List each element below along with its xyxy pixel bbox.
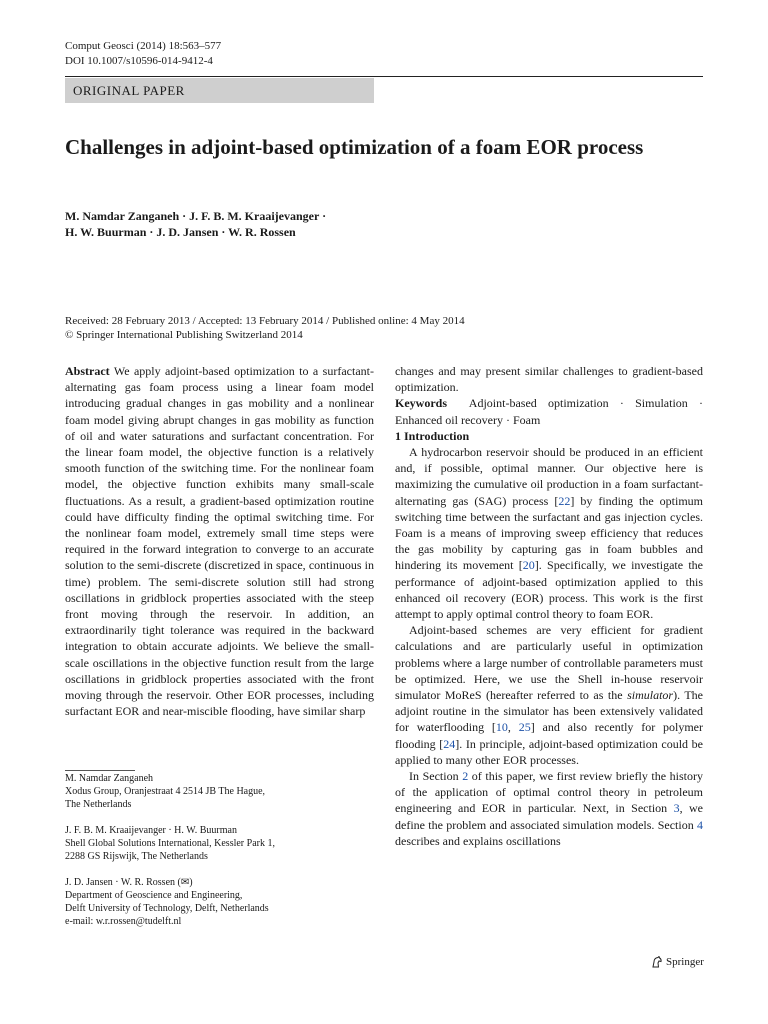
history-dates: Received: 28 February 2013 / Accepted: 13 February 2014 / Published online: 4 May 2014 (65, 315, 465, 327)
citation-link[interactable]: 24 (443, 736, 456, 751)
publisher-logo (651, 956, 704, 968)
journal-header (65, 39, 221, 69)
intro-paragraph-2: Adjoint-based schemes are very efficient for gradient calculations and are particularly useful in optimization problems where a large number of controllable parameters must be optimized. Here, we use the Shell in-house reservoir simulator MoReS (hereafter referred to as the simulator). The adjoint routine in the simulator has been extensively validated for waterflooding [10, 25] and also recently for polymer flooding [24]. In principle, adjoint-based optimization could be applied to many other EOR processes. (395, 623, 704, 767)
citation-link[interactable]: 25 (518, 720, 531, 735)
abstract-text: We apply adjoint-based optimization to a surfactant-alternating gas foam process using a linear foam model introducing gradual changes in gas mobility and a nonlinear foam model giving abrupt changes in gas mobility as function of oil and water saturations and surfactant concentration. For the linear foam model, the objective function is a relatively smooth function of the switching time. For the nonlinear foam model, the objective function exhibits many small-scale fluctuations. As a result, a gradient-based optimization routine could have difficulty finding the optimal switching time. For the nonlinear foam model, extremely small time steps were required in the forward integration to converge to an accurate solution to the semi-discrete (discretized in space, continuous in time) problem. The semi-discrete solution still had strong oscillations in gridblock properties associated with the steep front moving through the reservoir. In addition, an extraordinarily tight tolerance was required in the backward integration to obtain accurate adjoints. We believe the small-scale oscillations in the objective function result from the large oscillations in gridblock properties associated with the front moving through the reservoir. Other EOR processes, including surfactant EOR and near-miscible flooding, have similar sharp (65, 364, 374, 719)
affiliation-2 (65, 824, 375, 863)
keywords (395, 395, 703, 427)
affiliation-name: J. D. Jansen · W. R. Rossen (✉) (65, 877, 193, 888)
affiliation-address: Shell Global Solutions International, Kessler Park 1, (65, 838, 275, 849)
doi-link[interactable]: DOI 10.1007/s10596-014-9412-4 (65, 55, 213, 67)
citation-link[interactable]: 10 (495, 720, 508, 735)
section-link[interactable]: 3 (673, 801, 680, 816)
abstract-label: Abstract (65, 364, 110, 378)
copyright-notice: © Springer International Publishing Switzerland 2014 (65, 329, 303, 341)
author-line-1: M. Namdar Zanganeh · J. F. B. M. Kraaijevanger · (65, 209, 327, 223)
article-type-banner: ORIGINAL PAPER (65, 78, 374, 103)
section-link[interactable]: 4 (697, 817, 703, 832)
affiliation-address: Department of Geoscience and Engineering, (65, 890, 243, 901)
keywords-text: Adjoint-based optimization · Simulation · Enhanced oil recovery · Foam (395, 396, 703, 427)
footnote-rule (65, 770, 135, 771)
affiliation-3 (65, 876, 375, 928)
citation-link[interactable]: 20 (522, 558, 535, 573)
publication-history (65, 314, 705, 342)
abstract-continuation: changes and may present similar challenges to gradient-based optimization. (395, 364, 703, 395)
section-heading-introduction: 1 Introduction (395, 428, 470, 443)
abstract (65, 363, 374, 719)
intro-paragraph-3: In Section 2 of this paper, we first review briefly the history of the application of optimal control theory in petroleum engineering and EOR in particular. Next, in Section 3, we define the problem and associated simulation models. Section 4 describes and explains oscillations (395, 769, 703, 848)
affiliation-name: M. Namdar Zanganeh (65, 773, 154, 784)
affiliation-name: J. F. B. M. Kraaijevanger · H. W. Buurman (65, 825, 237, 836)
intro-paragraph-1: A hydrocarbon reservoir should be produced in an efficient and, if possible, optimal manner. Our objective here is maximizing the cumulative oil production in a foam surfactant-alternating gas (SAG) process [22] by finding the optimum switching time between the surfactant and gas injection cycles. Foam is a means of improving sweep efficiency that reduces the gas mobility by capturing gas in foam bubbles and hindering its movement [20]. Specifically, we investigate the performance of adjoint-based optimization applied to this enhanced oil recovery (EOR) process. This work is the first attempt to apply optimal control theory to foam EOR. (395, 445, 703, 622)
author-list (65, 208, 685, 240)
publisher-name: Springer (666, 956, 704, 968)
email-link[interactable]: e-mail: w.r.rossen@tudelft.nl (65, 916, 182, 927)
springer-horse-icon (651, 956, 663, 968)
paper-title: Challenges in adjoint-based optimization of a foam EOR process (65, 135, 644, 159)
journal-citation: Comput Geosci (2014) 18:563–577 (65, 40, 222, 52)
affiliation-address: Delft University of Technology, Delft, Netherlands (65, 903, 269, 914)
header-rule (65, 76, 703, 77)
affiliation-address: 2288 GS Rijswijk, The Netherlands (65, 851, 208, 862)
citation-link[interactable]: 22 (558, 493, 571, 508)
section-link[interactable]: 2 (462, 769, 469, 784)
affiliation-address: The Netherlands (65, 799, 132, 810)
right-column (395, 363, 703, 849)
emphasis-simulator: simulator (627, 688, 674, 703)
affiliation-address: Xodus Group, Oranjestraat 4 2514 JB The Hague, (65, 786, 266, 797)
author-line-2: H. W. Buurman · J. D. Jansen · W. R. Rossen (65, 225, 296, 239)
keywords-label: Keywords (395, 396, 447, 411)
left-column (65, 363, 374, 719)
affiliation-1 (65, 772, 375, 811)
